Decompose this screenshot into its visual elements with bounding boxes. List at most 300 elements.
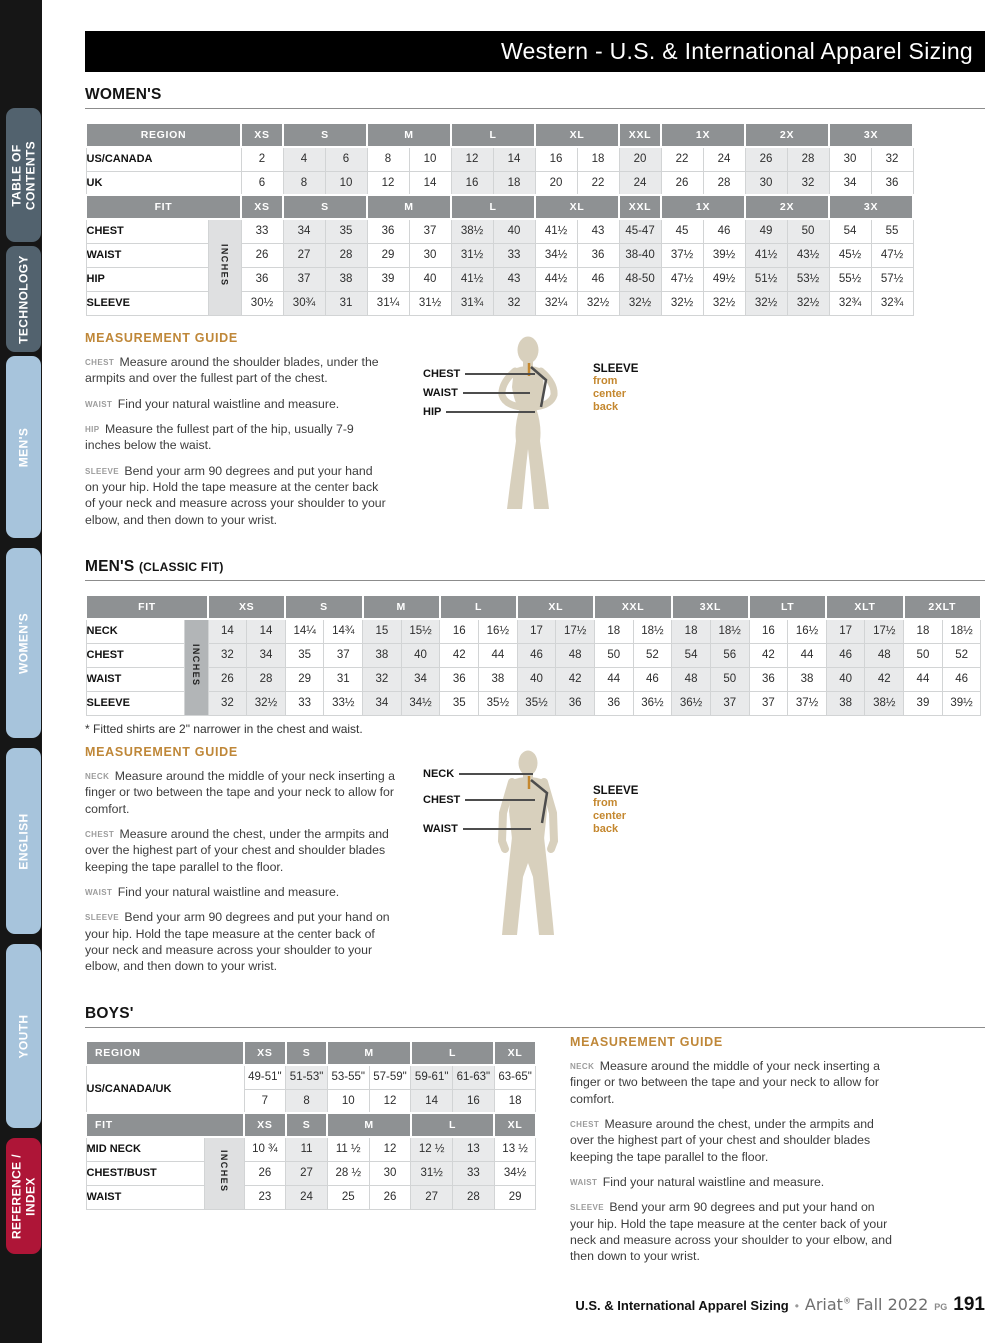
size-value: 32 xyxy=(363,667,402,691)
table-header-row xyxy=(86,123,913,147)
pointer-label: CHEST xyxy=(423,794,461,806)
size-value: 16 xyxy=(440,619,479,643)
size-value: 26 xyxy=(661,171,703,195)
guide-item: NECK Measure around the middle of your neck inserting a finger or two between the tape and your neck to allow for comfort. xyxy=(85,769,395,816)
guide-item-label: CHEST xyxy=(85,830,115,840)
size-value: 53½ xyxy=(787,267,829,291)
size-value: 34 xyxy=(363,691,402,715)
size-header-m: M xyxy=(367,123,451,147)
size-value: 43 xyxy=(577,219,619,243)
measurement-guide-title: MEASUREMENT GUIDE xyxy=(85,745,238,759)
size-value: 46 xyxy=(826,643,865,667)
figure-pointer-waist xyxy=(423,822,531,836)
guide-item: WAIST Find your natural waistline and measure. xyxy=(85,885,340,900)
size-value: 37½ xyxy=(661,243,703,267)
size-value: 17 xyxy=(826,619,865,643)
size-header-xxl: XXL xyxy=(594,595,671,619)
size-value: 32¾ xyxy=(871,291,913,315)
guide-item: NECK Measure around the middle of your neck inserting a finger or two between the tape and your neck to allow for comfort. xyxy=(570,1059,880,1106)
header-region: REGION xyxy=(86,1041,244,1065)
size-header-m: M xyxy=(367,195,451,219)
sidebar-tab-label: YOUTH xyxy=(15,1014,30,1058)
table-row xyxy=(86,619,981,643)
size-value: 4 xyxy=(283,147,325,171)
size-value: 54 xyxy=(672,643,711,667)
sleeve-label: SLEEVE xyxy=(593,785,639,797)
size-header-xl: XL xyxy=(535,123,619,147)
size-value: 50 xyxy=(787,219,829,243)
size-value: 32 xyxy=(493,291,535,315)
inches-axis-label: INCHES xyxy=(208,219,241,315)
row-label: WAIST xyxy=(86,243,208,267)
size-value: 29 xyxy=(285,667,324,691)
size-value: 48 xyxy=(556,643,595,667)
row-label: CHEST xyxy=(86,643,184,667)
size-value: 18 xyxy=(672,619,711,643)
size-value: 32 xyxy=(208,643,247,667)
size-value: 38-40 xyxy=(619,243,661,267)
size-value: 31½ xyxy=(451,243,493,267)
size-value: 26 xyxy=(745,147,787,171)
measurement-guide-title: MEASUREMENT GUIDE xyxy=(85,331,238,345)
size-value: 12 xyxy=(367,171,409,195)
size-value: 36 xyxy=(440,667,479,691)
row-label: WAIST xyxy=(86,1185,204,1209)
size-value: 48 xyxy=(672,667,711,691)
size-header-xs: XS xyxy=(208,595,285,619)
size-value: 32½ xyxy=(661,291,703,315)
size-value: 39½ xyxy=(703,243,745,267)
sidebar-tab-women-s[interactable] xyxy=(6,548,41,738)
size-value: 38 xyxy=(788,667,827,691)
size-value: 30 xyxy=(369,1161,411,1185)
figure-pointer-hip xyxy=(423,405,535,419)
sleeve-sublabel: from center back xyxy=(593,797,627,835)
size-value: 38 xyxy=(363,643,402,667)
size-header-xl: XL xyxy=(535,195,619,219)
size-value: 42 xyxy=(749,643,788,667)
womens-figure xyxy=(423,333,681,515)
size-value: 8 xyxy=(367,147,409,171)
size-value: 37 xyxy=(283,267,325,291)
mens-heading xyxy=(85,558,224,576)
size-value: 34 xyxy=(247,643,286,667)
size-header-s: S xyxy=(283,123,367,147)
size-value: 15 xyxy=(363,619,402,643)
size-value: 28 xyxy=(787,147,829,171)
size-value: 22 xyxy=(577,171,619,195)
size-value: 18½ xyxy=(942,619,981,643)
size-value: 63-65" xyxy=(494,1065,536,1089)
size-value: 34½ xyxy=(494,1161,536,1185)
guide-item-label: WAIST xyxy=(570,1178,598,1188)
size-value: 32½ xyxy=(247,691,286,715)
size-value: 33 xyxy=(453,1161,495,1185)
pointer-label: CHEST xyxy=(423,368,461,380)
figure-pointer-neck xyxy=(423,767,533,781)
size-value: 48-50 xyxy=(619,267,661,291)
size-value: 35 xyxy=(325,219,367,243)
size-value: 51½ xyxy=(745,267,787,291)
size-header-s: S xyxy=(285,595,362,619)
size-value: 39 xyxy=(904,691,943,715)
row-label: SLEEVE xyxy=(86,691,184,715)
footer-season: Fall 2022 xyxy=(856,1295,929,1314)
size-value: 35 xyxy=(285,643,324,667)
size-value: 26 xyxy=(208,667,247,691)
size-header-m: M xyxy=(327,1041,410,1065)
guide-item: SLEEVE Bend your arm 90 degrees and put your hand on your hip. Hold the tape measure at the center back of your neck and measure across your shoulder to your elbow, and then down to your wrist. xyxy=(85,463,386,527)
size-value: 30 xyxy=(745,171,787,195)
size-value: 28 xyxy=(703,171,745,195)
pointer-label: HIP xyxy=(423,406,442,418)
size-value: 32¾ xyxy=(829,291,871,315)
size-header-2x: 2X xyxy=(745,195,829,219)
size-value: 29 xyxy=(367,243,409,267)
size-value: 52 xyxy=(942,643,981,667)
size-value: 12 xyxy=(451,147,493,171)
size-value: 49-51" xyxy=(244,1065,286,1089)
size-value: 55½ xyxy=(829,267,871,291)
size-value: 14¼ xyxy=(285,619,324,643)
size-value: 34½ xyxy=(535,243,577,267)
row-label: CHEST/BUST xyxy=(86,1161,204,1185)
size-value: 24 xyxy=(619,171,661,195)
size-value: 17 xyxy=(517,619,556,643)
size-value: 31¾ xyxy=(451,291,493,315)
row-label: US/CANADA xyxy=(86,147,241,171)
size-value: 36½ xyxy=(672,691,711,715)
measurement-guide-title: MEASUREMENT GUIDE xyxy=(570,1035,723,1049)
boys-measurement-guide xyxy=(570,1035,900,1274)
size-value: 16½ xyxy=(788,619,827,643)
size-value: 26 xyxy=(244,1161,286,1185)
row-label: US/CANADA/UK xyxy=(86,1065,244,1113)
size-value: 26 xyxy=(241,243,283,267)
table-row xyxy=(86,1185,536,1209)
size-value: 31¼ xyxy=(367,291,409,315)
size-value: 36 xyxy=(367,219,409,243)
size-value: 37 xyxy=(710,691,749,715)
table-row xyxy=(86,1065,536,1089)
row-label: HIP xyxy=(86,267,208,291)
size-value: 50 xyxy=(904,643,943,667)
size-value: 13 ½ xyxy=(494,1137,536,1161)
sidebar-tab-youth[interactable] xyxy=(6,944,41,1128)
header-region: REGION xyxy=(86,123,241,147)
table-row xyxy=(86,1137,536,1161)
table-row xyxy=(86,691,981,715)
size-value: 44 xyxy=(594,667,633,691)
size-value: 43 xyxy=(493,267,535,291)
size-value: 49 xyxy=(745,219,787,243)
figure-pointer-waist xyxy=(423,386,530,400)
size-value: 53-55" xyxy=(327,1065,369,1089)
table-row xyxy=(86,667,981,691)
header-fit: FIT xyxy=(86,195,241,219)
guide-item-label: WAIST xyxy=(85,399,113,409)
size-value: 18½ xyxy=(633,619,672,643)
size-value: 34 xyxy=(401,667,440,691)
size-value: 39½ xyxy=(942,691,981,715)
size-value: 32½ xyxy=(703,291,745,315)
size-value: 36 xyxy=(577,243,619,267)
size-header-m: M xyxy=(363,595,440,619)
size-value: 2 xyxy=(241,147,283,171)
size-value: 17½ xyxy=(865,619,904,643)
mens-measurement-guide xyxy=(85,745,397,984)
size-value: 10 xyxy=(325,171,367,195)
size-value: 27 xyxy=(286,1161,328,1185)
guide-item-label: SLEEVE xyxy=(570,1203,604,1213)
size-value: 18½ xyxy=(710,619,749,643)
size-value: 35 xyxy=(440,691,479,715)
size-value: 47½ xyxy=(871,243,913,267)
size-value: 17½ xyxy=(556,619,595,643)
guide-item-label: NECK xyxy=(570,1062,595,1071)
size-value: 32½ xyxy=(745,291,787,315)
guide-item-label: NECK xyxy=(85,772,110,781)
size-value: 41½ xyxy=(745,243,787,267)
size-value: 49½ xyxy=(703,267,745,291)
pointer-line xyxy=(463,828,531,830)
pointer-label: WAIST xyxy=(423,823,458,835)
mens-heading-main: MEN'S xyxy=(85,558,135,575)
mens-heading-sub: (CLASSIC FIT) xyxy=(138,560,224,574)
size-value: 14 xyxy=(411,1089,453,1113)
size-value: 30 xyxy=(829,147,871,171)
size-value: 27 xyxy=(283,243,325,267)
size-value: 28 ½ xyxy=(327,1161,369,1185)
row-label: NECK xyxy=(86,619,184,643)
size-header-3x: 3X xyxy=(829,195,913,219)
size-header-2xlt: 2XLT xyxy=(904,595,981,619)
sidebar-tab-label: TECHNOLOGY xyxy=(15,254,30,344)
size-value: 44 xyxy=(904,667,943,691)
size-value: 33½ xyxy=(324,691,363,715)
size-value: 36 xyxy=(241,267,283,291)
size-value: 24 xyxy=(703,147,745,171)
size-value: 36½ xyxy=(633,691,672,715)
guide-item: CHEST Measure around the shoulder blades, under the armpits and over the fullest part of the chest. xyxy=(85,355,379,386)
size-value: 57½ xyxy=(871,267,913,291)
size-value: 28 xyxy=(325,243,367,267)
sidebar-tab-label: TABLE OF CONTENTS xyxy=(9,140,37,210)
pointer-line xyxy=(465,799,535,801)
table-row xyxy=(86,219,913,243)
size-value: 24 xyxy=(286,1185,328,1209)
table-header-row xyxy=(86,1113,536,1137)
size-value: 10 xyxy=(409,147,451,171)
size-value: 29 xyxy=(494,1185,536,1209)
sidebar-tab-label: REFERENCE / INDEX xyxy=(9,1153,37,1239)
size-value: 14 xyxy=(247,619,286,643)
sidebar-tab-english[interactable] xyxy=(6,748,41,934)
size-value: 33 xyxy=(493,243,535,267)
row-label: WAIST xyxy=(86,667,184,691)
sidebar-tab-reference-index[interactable] xyxy=(6,1138,41,1254)
size-value: 30½ xyxy=(241,291,283,315)
size-value: 46 xyxy=(577,267,619,291)
table-row xyxy=(86,147,913,171)
size-value: 10 ¾ xyxy=(244,1137,286,1161)
size-value: 40 xyxy=(517,667,556,691)
size-value: 34 xyxy=(283,219,325,243)
table-row xyxy=(86,171,913,195)
size-header-lt: LT xyxy=(749,595,826,619)
footer-title: U.S. & International Apparel Sizing xyxy=(575,1298,789,1313)
size-header-3x: 3X xyxy=(829,123,913,147)
size-value: 38 xyxy=(325,267,367,291)
size-value: 7 xyxy=(244,1089,286,1113)
size-value: 42 xyxy=(440,643,479,667)
size-header-l: L xyxy=(411,1041,494,1065)
table-row xyxy=(86,1161,536,1185)
guide-item: SLEEVE Bend your arm 90 degrees and put your hand on your hip. Hold the tape measure at the center back of your neck and measure across your shoulder to your elbow, and then down to your wrist. xyxy=(85,910,390,974)
size-header-l: L xyxy=(451,123,535,147)
sleeve-label: SLEEVE xyxy=(593,363,639,375)
size-value: 32 xyxy=(871,147,913,171)
size-value: 13 xyxy=(453,1137,495,1161)
size-value: 18 xyxy=(577,147,619,171)
size-value: 14 xyxy=(493,147,535,171)
size-value: 16 xyxy=(535,147,577,171)
size-value: 39 xyxy=(367,267,409,291)
size-value: 34½ xyxy=(401,691,440,715)
size-value: 36 xyxy=(871,171,913,195)
size-value: 28 xyxy=(247,667,286,691)
guide-item-label: CHEST xyxy=(570,1120,600,1130)
size-header-xxl: XXL xyxy=(619,195,661,219)
figure-pointer-chest xyxy=(423,793,535,807)
pointer-line xyxy=(465,373,535,375)
size-value: 52 xyxy=(633,643,672,667)
size-value: 15½ xyxy=(401,619,440,643)
womens-heading: WOMEN'S xyxy=(85,86,162,103)
guide-item: HIP Measure the fullest part of the hip, usually 7-9 inches below the waist. xyxy=(85,422,354,453)
size-header-s: S xyxy=(286,1113,328,1137)
sidebar-tab-men-s[interactable] xyxy=(6,356,41,538)
size-header-l: L xyxy=(440,595,517,619)
size-value: 22 xyxy=(661,147,703,171)
boys-size-table xyxy=(85,1040,537,1210)
size-value: 16½ xyxy=(479,619,518,643)
size-value: 14 xyxy=(208,619,247,643)
guide-item-label: WAIST xyxy=(85,888,113,898)
size-value: 26 xyxy=(369,1185,411,1209)
pointer-label: WAIST xyxy=(423,387,458,399)
size-value: 20 xyxy=(619,147,661,171)
size-header-xs: XS xyxy=(244,1041,286,1065)
guide-item: CHEST Measure around the chest, under the armpits and over the highest part of your chest and shoulder blades keeping the tape parallel to the floor. xyxy=(570,1117,874,1164)
size-value: 35½ xyxy=(479,691,518,715)
header-fit: FIT xyxy=(86,595,208,619)
size-value: 32½ xyxy=(787,291,829,315)
row-label: CHEST xyxy=(86,219,208,243)
size-header-xxl: XXL xyxy=(619,123,661,147)
size-header-1x: 1X xyxy=(661,195,745,219)
size-value: 30¾ xyxy=(283,291,325,315)
size-value: 46 xyxy=(703,219,745,243)
sidebar-tab-table-of-contents[interactable] xyxy=(6,108,41,242)
size-value: 46 xyxy=(633,667,672,691)
sidebar-tab-technology[interactable] xyxy=(6,246,41,352)
female-silhouette-icon xyxy=(475,335,581,513)
size-value: 33 xyxy=(241,219,283,243)
pointer-line xyxy=(463,392,530,394)
page-title: Western - U.S. & International Apparel Sizing xyxy=(500,38,973,64)
table-header-row xyxy=(86,1041,536,1065)
size-value: 56 xyxy=(710,643,749,667)
size-header-xl: XL xyxy=(494,1041,536,1065)
registered-mark: ® xyxy=(842,1296,851,1306)
size-header-l: L xyxy=(411,1113,494,1137)
content xyxy=(85,0,985,1343)
size-value: 30 xyxy=(409,243,451,267)
womens-size-table xyxy=(85,122,914,316)
size-value: 41½ xyxy=(451,267,493,291)
size-value: 40 xyxy=(493,219,535,243)
sidebar xyxy=(0,0,42,1343)
sidebar-tab-label: MEN'S xyxy=(15,427,30,467)
divider xyxy=(85,108,985,109)
size-value: 18 xyxy=(904,619,943,643)
size-value: 38½ xyxy=(451,219,493,243)
mens-figure xyxy=(423,745,681,939)
size-value: 32 xyxy=(208,691,247,715)
size-value: 36 xyxy=(594,691,633,715)
size-value: 34 xyxy=(829,171,871,195)
page-footer xyxy=(575,1294,985,1316)
size-value: 44½ xyxy=(535,267,577,291)
size-value: 55 xyxy=(871,219,913,243)
mens-size-table xyxy=(85,594,982,716)
guide-item-label: SLEEVE xyxy=(85,466,119,476)
size-value: 14¾ xyxy=(324,619,363,643)
size-value: 31 xyxy=(324,667,363,691)
size-value: 51-53" xyxy=(286,1065,328,1089)
size-value: 48 xyxy=(865,643,904,667)
size-value: 25 xyxy=(327,1185,369,1209)
size-value: 31½ xyxy=(411,1161,453,1185)
table-header-row xyxy=(86,595,981,619)
size-value: 41½ xyxy=(535,219,577,243)
size-value: 11 ½ xyxy=(327,1137,369,1161)
sleeve-sublabel: from center back xyxy=(593,375,627,413)
size-table xyxy=(85,594,982,716)
size-value: 36 xyxy=(749,667,788,691)
size-value: 32¼ xyxy=(535,291,577,315)
size-value: 28 xyxy=(453,1185,495,1209)
size-value: 38 xyxy=(479,667,518,691)
size-header-s: S xyxy=(283,195,367,219)
size-value: 46 xyxy=(942,667,981,691)
figure-sleeve-note xyxy=(593,363,655,414)
table-header-row xyxy=(86,195,913,219)
size-value: 42 xyxy=(556,667,595,691)
size-value: 50 xyxy=(710,667,749,691)
size-value: 8 xyxy=(286,1089,328,1113)
size-value: 12 xyxy=(369,1137,411,1161)
size-header-xs: XS xyxy=(241,123,283,147)
size-value: 45 xyxy=(661,219,703,243)
size-value: 6 xyxy=(241,171,283,195)
sidebar-tab-label: WOMEN'S xyxy=(15,612,30,674)
size-value: 42 xyxy=(865,667,904,691)
size-table xyxy=(85,1040,537,1210)
size-value: 44 xyxy=(788,643,827,667)
size-value: 47½ xyxy=(661,267,703,291)
